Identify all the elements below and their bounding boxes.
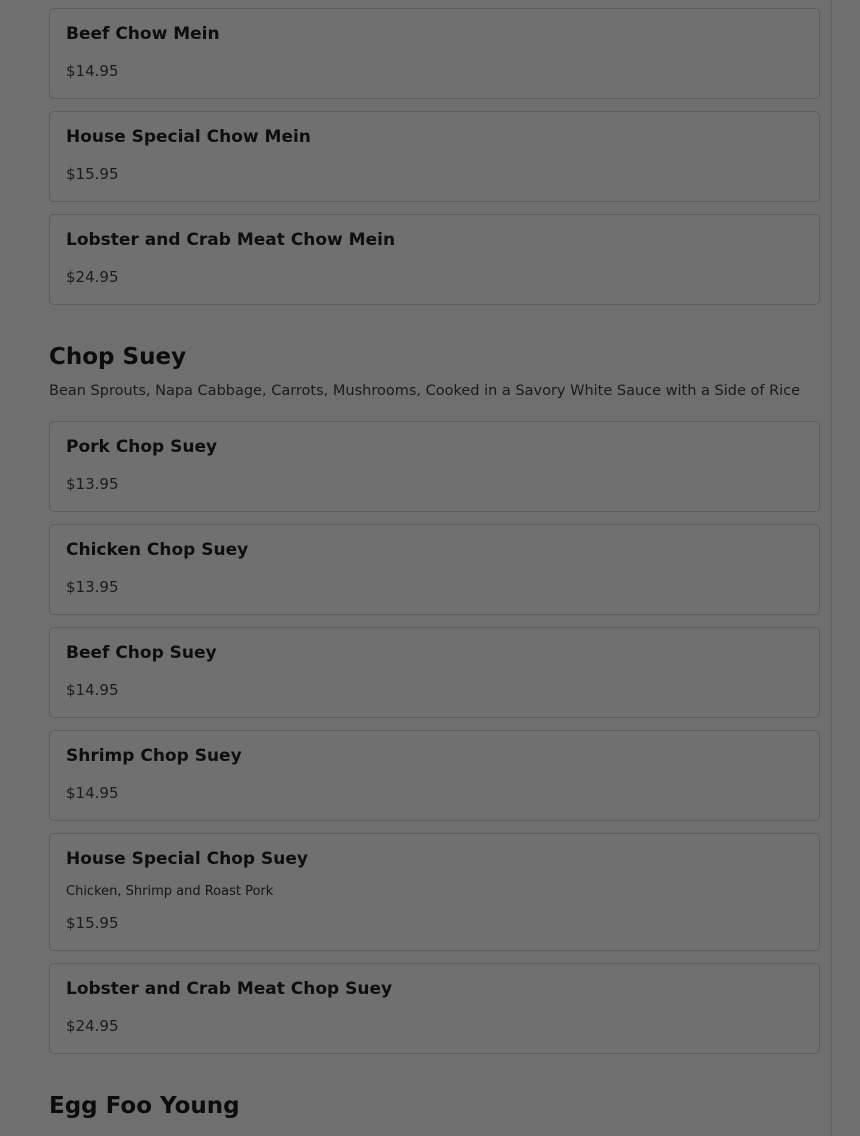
menu-item-price: $13.95 xyxy=(66,475,119,493)
menu-item-name: House Special Chow Mein xyxy=(66,127,311,147)
menu-item-card[interactable] xyxy=(49,524,820,615)
menu-item-price: $14.95 xyxy=(66,784,119,802)
menu-item-name: Chicken Chop Suey xyxy=(66,540,249,560)
menu-item-price: $14.95 xyxy=(66,681,119,699)
menu-item-name: Pork Chop Suey xyxy=(66,437,218,457)
menu-item-name: Lobster and Crab Meat Chow Mein xyxy=(66,230,396,250)
menu-item-price: $24.95 xyxy=(66,1017,119,1035)
menu-item-card[interactable] xyxy=(49,111,820,202)
menu-item-description: Chicken, Shrimp and Roast Pork xyxy=(66,884,274,899)
menu-item-name: Shrimp Chop Suey xyxy=(66,746,242,766)
scroll-rail[interactable] xyxy=(831,0,860,1136)
menu-item-name: Lobster and Crab Meat Chop Suey xyxy=(66,979,393,999)
menu-item-name: House Special Chop Suey xyxy=(66,849,308,869)
menu-item-card[interactable] xyxy=(49,963,820,1054)
menu-item-card[interactable] xyxy=(49,214,820,305)
section-title: Chop Suey xyxy=(49,344,187,370)
menu-item-price: $15.95 xyxy=(66,914,119,932)
menu-item-name: Beef Chow Mein xyxy=(66,24,220,44)
menu-item-card[interactable] xyxy=(49,8,820,99)
menu-item-card[interactable] xyxy=(49,730,820,821)
menu-item-price: $15.95 xyxy=(66,165,119,183)
menu-item-price: $24.95 xyxy=(66,268,119,286)
menu-item-card[interactable] xyxy=(49,627,820,718)
menu-item-price: $13.95 xyxy=(66,578,119,596)
menu-item-price: $14.95 xyxy=(66,62,119,80)
menu-item-name: Beef Chop Suey xyxy=(66,643,217,663)
section-title: Egg Foo Young xyxy=(49,1093,240,1119)
section-description: Bean Sprouts, Napa Cabbage, Carrots, Mushrooms, Cooked in a Savory White Sauce with a Side of Rice xyxy=(49,383,801,399)
menu-item-card[interactable] xyxy=(49,833,820,951)
menu-item-card[interactable] xyxy=(49,421,820,512)
